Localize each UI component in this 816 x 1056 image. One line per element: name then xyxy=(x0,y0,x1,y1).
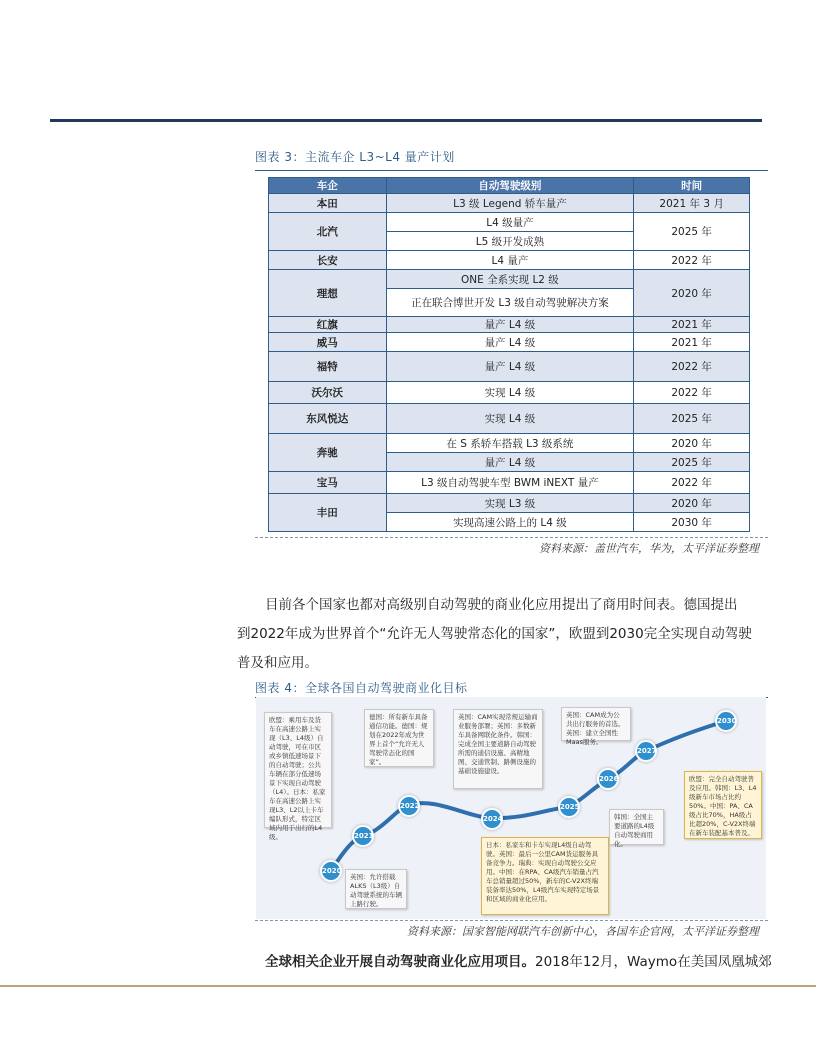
brand-cell: 理想 xyxy=(269,270,387,317)
plan-cell: L4 级量产 xyxy=(386,213,634,232)
note-2020: 欧盟：乘用车及货车在高速公路上实现（L3、L4级）自动驾驶，可在市区或乡镇低速场景下的自动驾驶；公共车辆在部分低速场景下实现自动驾驶（L4）。日本：私家车在高速公路上实现L3、L2以上卡车编队形式，特定区域内用于出行的L4级。 xyxy=(264,712,332,828)
plan-cell: 量产 L4 级 xyxy=(386,453,634,472)
plan-cell: 实现 L3 级 xyxy=(386,494,634,513)
note-2024: 英国：CAM实现常规运输商业服务部署；英国：多数新车具备网联化条件。韩国：完成全国主要道路自动驾驶所需的通信设施、高精地图、交通管制、路侧设施的基础设施建设。 xyxy=(453,709,543,789)
date-cell: 2022 年 xyxy=(634,352,750,382)
brand-cell: 奔驰 xyxy=(269,434,387,472)
date-cell: 2025 年 xyxy=(634,213,750,251)
roadmap-figure xyxy=(256,697,766,919)
brand-cell: 东风悦达 xyxy=(269,404,387,434)
plan-cell: 在 S 系轿车搭载 L3 级系统 xyxy=(386,434,634,453)
year-2025-marker: 2025 xyxy=(558,796,580,818)
paragraph-line xyxy=(237,591,767,620)
header-date: 时间 xyxy=(634,178,750,194)
note-2030: 欧盟：完全自动驾驶普及应用。韩国：L3、L4级新车市场占比约50%。中国：PA、CA级占比70%，HA级占比超20%，C-V2X终端在新车装配基本普及。 xyxy=(684,771,762,839)
year-2027-marker: 2027 xyxy=(635,740,657,762)
note-2025-a: 日本：私家车和卡车实现L4级自动驾驶。英国：最后一公里CAM货运服务具备竞争力。瑞典：实现自动驾驶公交应用。中国：在RPA、CA级汽车销量占汽车总销量超过50%，新车的C-V2X终端装备率达50%，L4级汽车实现特定场景和区域的商业化应用。 xyxy=(481,837,609,915)
note-2021: 英国：允许搭载ALKS（L3级）自动驾驶系统的车辆上路行驶。 xyxy=(345,869,407,909)
note-2025-b: 韩国：全国主要道路的L4级自动驾驶商用化。 xyxy=(609,809,664,845)
year-2020-marker: 2020 xyxy=(320,860,342,882)
paragraph-text: 目前各个国家也都对高级别自动驾驶的商业化应用提出了商用时间表。德国提出 xyxy=(265,597,738,613)
footer-rule xyxy=(0,985,816,987)
year-2021-marker: 2021 xyxy=(352,825,374,847)
brand-cell: 宝马 xyxy=(269,472,387,494)
table-row xyxy=(269,472,750,494)
header-level: 自动驾驶级别 xyxy=(386,178,634,194)
note-2026: 英国：CAM成为公共出行服务的首选。英国：建立全国性Maas服务。 xyxy=(561,707,631,741)
note-2022: 德国：所有新车具备通信功能。德国：规划在2022年成为世界上首个“允许无人驾驶常态化的国家”。 xyxy=(364,709,434,767)
brand-cell: 沃尔沃 xyxy=(269,382,387,404)
lead-bold: 全球相关企业开展自动驾驶商业化应用项目。 xyxy=(265,954,535,970)
paragraph-line: 普及和应用。 xyxy=(237,655,318,671)
year-2024-marker: 2024 xyxy=(481,808,503,830)
figure4-source: 资料来源：国家智能网联汽车创新中心，各国车企官网，太平洋证券整理 xyxy=(407,925,759,938)
plan-table xyxy=(268,177,750,532)
brand-cell: 红旗 xyxy=(269,317,387,333)
paragraph-line: 到2022年成为世界首个“允许无人驾驶常态化的国家”，欧盟到2030完全实现自动驾驶 xyxy=(237,626,752,642)
figure4-title: 图表 4：全球各国自动驾驶商业化目标 xyxy=(255,681,468,695)
table-row xyxy=(269,382,750,404)
plan-cell: ONE 全系实现 L2 级 xyxy=(386,270,634,289)
plan-cell: 实现高速公路上的 L4 级 xyxy=(386,513,634,532)
date-cell: 2030 年 xyxy=(634,513,750,532)
date-cell: 2021 年 xyxy=(634,317,750,333)
year-2030-marker: 2030 xyxy=(715,710,737,732)
year-2026-marker: 2026 xyxy=(597,768,619,790)
figure3-source: 资料来源：盖世汽车，华为，太平洋证券整理 xyxy=(539,542,759,555)
table-row xyxy=(269,434,750,453)
table-row xyxy=(269,194,750,213)
plan-cell: L5 级开发成熟 xyxy=(386,232,634,251)
date-cell: 2021 年 3 月 xyxy=(634,194,750,213)
date-cell: 2022 年 xyxy=(634,251,750,270)
plan-cell: 量产 L4 级 xyxy=(386,352,634,382)
figure3-title: 图表 3：主流车企 L3~L4 量产计划 xyxy=(255,150,455,164)
date-cell: 2022 年 xyxy=(634,382,750,404)
header-rule xyxy=(50,119,762,122)
brand-cell: 长安 xyxy=(269,251,387,270)
brand-cell: 福特 xyxy=(269,352,387,382)
date-cell: 2020 年 xyxy=(634,270,750,317)
table-row xyxy=(269,270,750,289)
date-cell: 2020 年 xyxy=(634,434,750,453)
plan-cell: L3 级 Legend 轿车量产 xyxy=(386,194,634,213)
date-cell: 2022 年 xyxy=(634,472,750,494)
plan-cell: 实现 L4 级 xyxy=(386,404,634,434)
date-cell: 2025 年 xyxy=(634,404,750,434)
date-cell: 2020 年 xyxy=(634,494,750,513)
plan-cell: L3 级自动驾驶车型 BWM iNEXT 量产 xyxy=(386,472,634,494)
table-header-row xyxy=(269,178,750,194)
figure3-title-rule xyxy=(255,170,768,171)
table-row xyxy=(269,251,750,270)
plan-cell: L4 量产 xyxy=(386,251,634,270)
table-row xyxy=(269,317,750,333)
body-paragraph xyxy=(237,591,767,678)
brand-cell: 丰田 xyxy=(269,494,387,532)
figure4-bottom-rule xyxy=(255,920,768,921)
date-cell: 2025 年 xyxy=(634,453,750,472)
brand-cell: 北汽 xyxy=(269,213,387,251)
table-row xyxy=(269,352,750,382)
header-brand: 车企 xyxy=(269,178,387,194)
figure3-bottom-rule xyxy=(255,537,768,538)
table-row xyxy=(269,213,750,232)
table-row xyxy=(269,404,750,434)
plan-cell: 量产 L4 级 xyxy=(386,317,634,333)
lead-sentence xyxy=(265,950,772,970)
date-cell: 2021 年 xyxy=(634,333,750,352)
plan-cell: 正在联合博世开发 L3 级自动驾驶解决方案 xyxy=(386,289,634,317)
year-2022-marker: 2022 xyxy=(398,795,420,817)
plan-cell: 实现 L4 级 xyxy=(386,382,634,404)
lead-text: 2018年12月，Waymo在美国凤凰城郊 xyxy=(535,954,772,970)
table-row xyxy=(269,494,750,513)
table-row xyxy=(269,333,750,352)
brand-cell: 威马 xyxy=(269,333,387,352)
plan-cell: 量产 L4 级 xyxy=(386,333,634,352)
brand-cell: 本田 xyxy=(269,194,387,213)
